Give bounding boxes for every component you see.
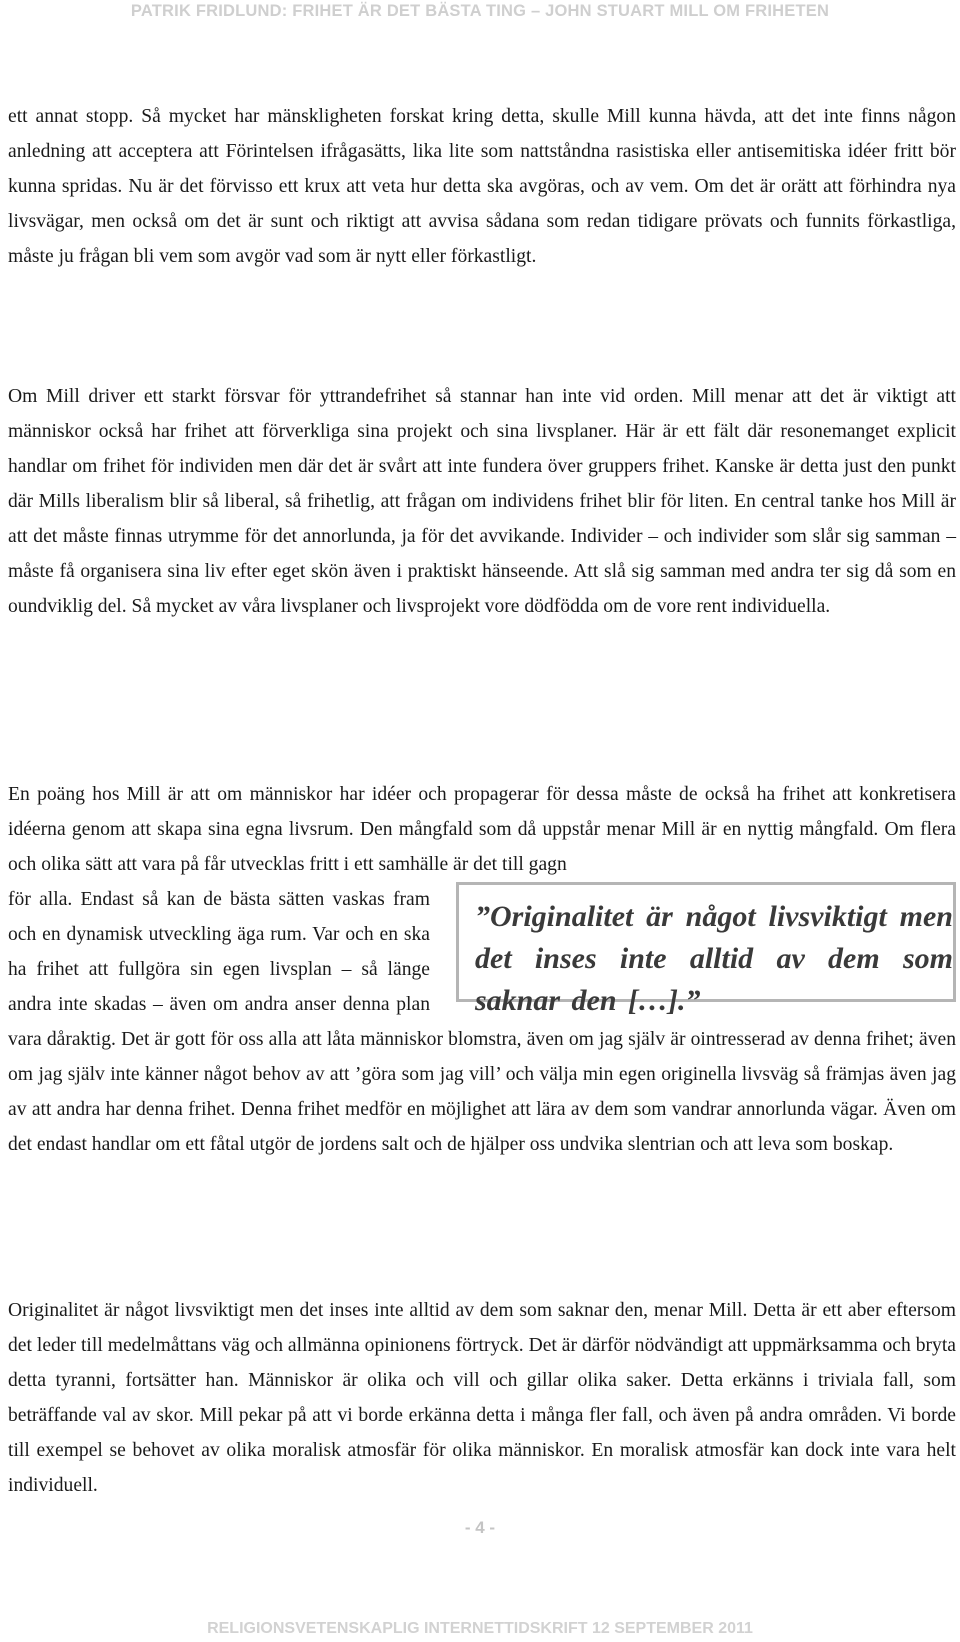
running-header: PATRIK FRIDLUND: FRIHET ÄR DET BÄSTA TING – JOHN STUART MILL OM FRIHETEN xyxy=(130,2,830,20)
body-paragraph-4: för alla. Endast så kan de bästa sätten vaskas fram och en dynamisk utveckling äga rum. Var och en ska ha frihet att fullgöra sin egen livsplan – så länge andra inte skadas – även om andra anser denna plan vara dåraktig. Det är gott för oss alla att låta människor blomstra, även om jag själv är ointresserad av denna frihet; även om jag själv inte känner något behov av att ’göra som jag vill’ och välja min egen originella livsväg så främjas även jag av att andra har denna frihet. Denna frihet medför en möjlighet att lära av dem som vandrar annorlunda vägar. Även om det endast handlar om ett fåtal utgör de jordens salt och de hjälper oss undvika slentrian och att leva som boskap. xyxy=(8,889,956,1155)
body-paragraph-2: Om Mill driver ett starkt försvar för yttrandefrihet så stannar han inte vid orden. Mill menar att det är viktigt att människor också har frihet att förverkliga sina projekt och sina livsplaner. Här är ett fält där resonemanget explicit handlar om frihet för individen men där det är svårt att inte fundera över gruppers frihet. Kanske är detta just den punkt där Mills liberalism blir så liberal, så frihetlig, att frågan om individens frihet blir för liten. En central tanke hos Mill är att det måste finnas utrymme för det annorlunda, ja för det avvikande. Individer – och individer som slår sig samman – måste få organisera sina liv efter eget skön även i praktiskt hänseende. Att slå sig samman med andra ter sig då som en oundviklig del. Så mycket av våra livsplaner och livsprojekt vore dödfödda om de vore rent individuella. xyxy=(8,386,956,617)
page-number: - 4 - xyxy=(464,1518,496,1537)
body-paragraph-4-wrapper xyxy=(8,882,956,1162)
body-paragraph-5: Originalitet är något livsviktigt men det inses inte alltid av dem som saknar den, menar Mill. Detta är ett aber eftersom det leder till medelmåttans väg och allmänna opinionens förtryck. Det är därför nödvändigt att uppmärksamma och bryta detta tyranni, fortsätter han. Människor är olika och vill och gillar olika saker. Detta erkänns i triviala fall, som beträffande val av skor. Mill pekar på att vi borde erkänna detta i många fler fall, och även på andra områden. Vi borde till exempel se behovet av olika moralisk atmosfär för olika människor. En moralisk atmosfär kan dock inte vara helt individuell. xyxy=(8,1300,956,1496)
body-paragraph-1: ett annat stopp. Så mycket har mänskligheten forskat kring detta, skulle Mill kunna hävda, att det inte finns någon anledning att acceptera att Förintelsen ifrågasätts, lika lite som nattståndna rasistiska eller antisemitiska idéer fritt bör kunna spridas. Nu är det förvisso ett krux att veta hur detta ska avgöras, och av vem. Om det är orätt att förhindra nya livsvägar, men också om det är sunt och riktigt att avvisa sådana som redan tidigare prövats och funnits förkastliga, måste ju frågan bli vem som avgör vad som är nytt eller förkastligt. xyxy=(8,106,956,267)
running-footer: RELIGIONSVETENSKAPLIG INTERNETTIDSKRIFT 12 SEPTEMBER 2011 xyxy=(207,1620,753,1637)
pull-quote: ”Originalitet är något livsviktigt men det inses inte alltid av dem som saknar den […].” xyxy=(456,882,956,1002)
body-paragraph-3: En poäng hos Mill är att om människor har idéer och propagerar för dessa måste de också ha frihet att konkretisera idéerna genom att skapa sina egna livsrum. Den mångfald som då uppstår menar Mill är en nyttig mångfald. Om flera och olika sätt att vara på får utvecklas fritt i ett samhälle är det till gagn xyxy=(8,784,956,875)
